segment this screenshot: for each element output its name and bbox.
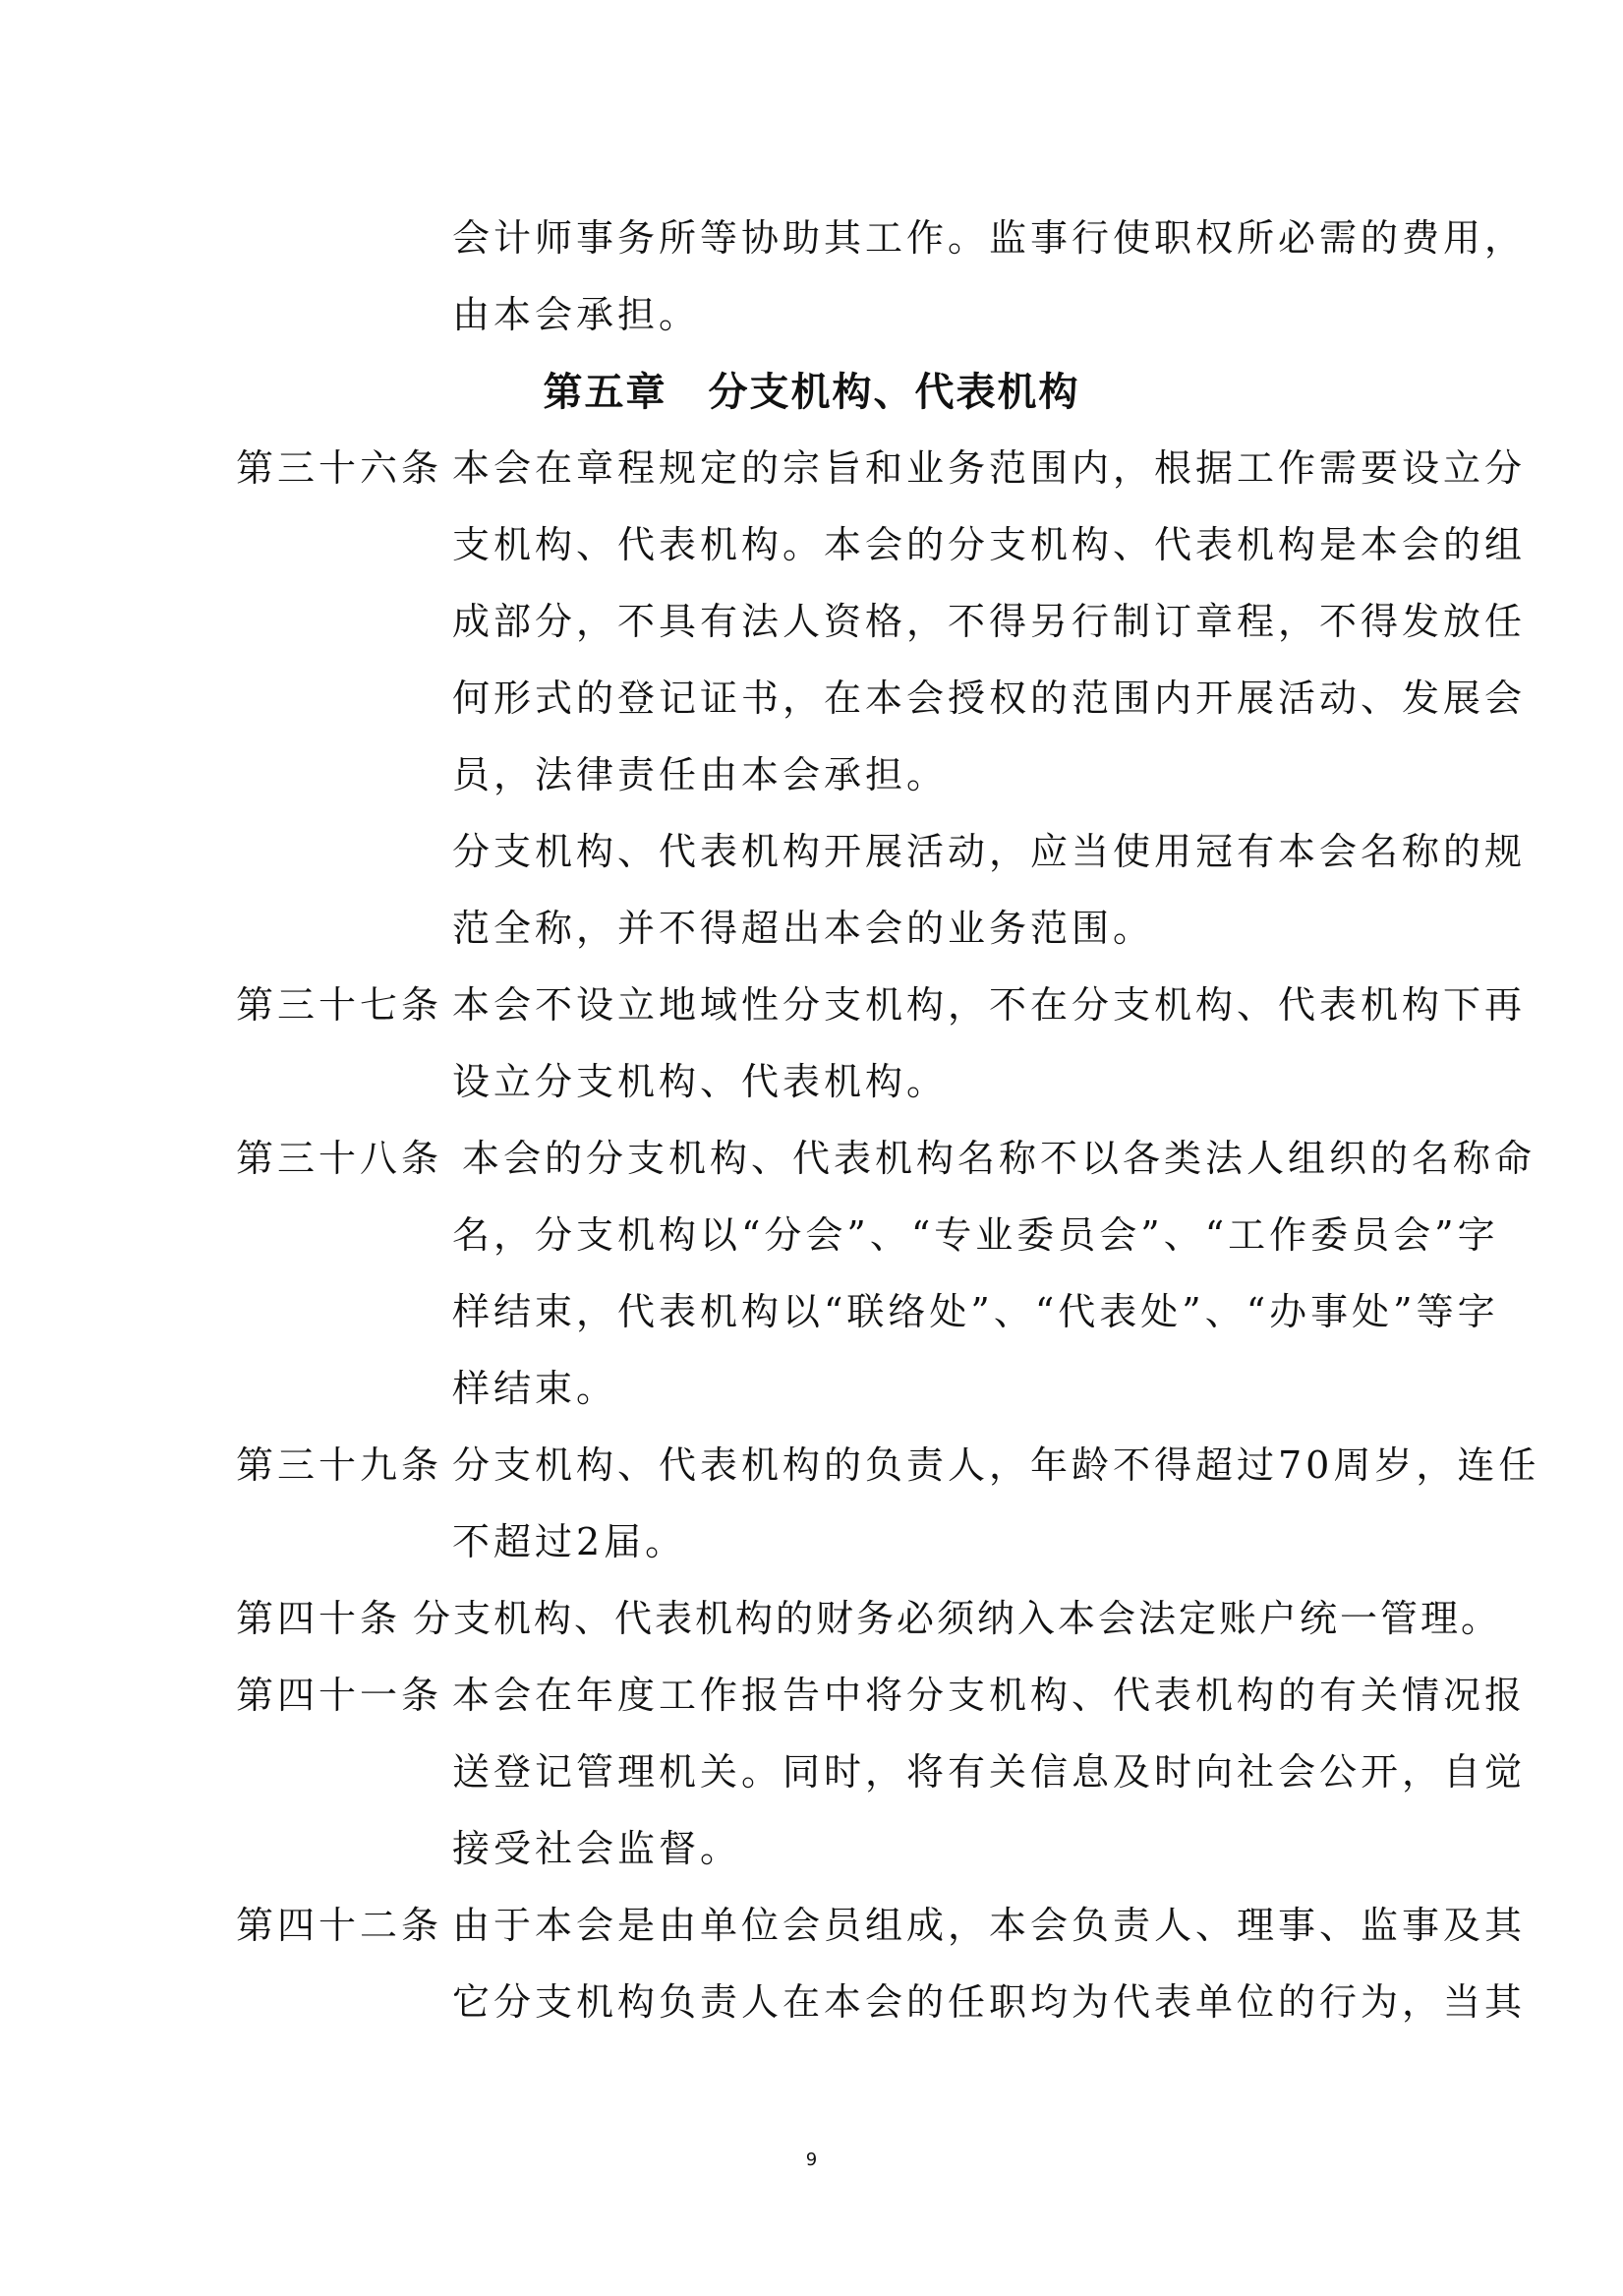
article-line: 成部分，不具有法人资格，不得另行制订章程，不得发放任 (452, 600, 1527, 643)
article-label: 第三十八条 (236, 1137, 443, 1180)
article-label: 第三十六条 (236, 446, 443, 490)
chapter-title: 第五章 分支机构、代表机构 (543, 370, 1080, 415)
article-label: 第三十九条 (236, 1443, 443, 1487)
article-line: 由于本会是由单位会员组成，本会负责人、理事、监事及其 (452, 1904, 1527, 1947)
article-line: 送登记管理机关。同时，将有关信息及时向社会公开，自觉 (452, 1750, 1527, 1794)
article-label: 第四十条 (236, 1597, 402, 1640)
article-line: 本会在年度工作报告中将分支机构、代表机构的有关情况报 (452, 1674, 1527, 1717)
article-line: 本会不设立地域性分支机构，不在分支机构、代表机构下再 (452, 983, 1527, 1027)
article-line: 名，分支机构以“分会”、“专业委员会”、“工作委员会”字 (452, 1213, 1499, 1257)
article-line: 设立分支机构、代表机构。 (452, 1060, 949, 1103)
article-line: 分支机构、代表机构开展活动，应当使用冠有本会名称的规 (452, 830, 1527, 873)
intro-line: 会计师事务所等协助其工作。监事行使职权所必需的费用， (452, 216, 1527, 260)
article-label: 第四十二条 (236, 1904, 443, 1947)
article-line: 员，法律责任由本会承担。 (452, 753, 949, 796)
article-line: 样结束。 (452, 1367, 618, 1410)
page-number: 9 (805, 2149, 818, 2170)
article-line: 分支机构、代表机构的负责人，年龄不得超过70周岁，连任 (452, 1443, 1540, 1487)
article-line: 不超过2届。 (452, 1520, 687, 1563)
article-line: 何形式的登记证书，在本会授权的范围内开展活动、发展会 (452, 677, 1527, 720)
article-line: 分支机构、代表机构的财务必须纳入本会法定账户统一管理。 (413, 1597, 1502, 1640)
article-line: 本会在章程规定的宗旨和业务范围内，根据工作需要设立分 (452, 446, 1527, 490)
article-line: 本会的分支机构、代表机构名称不以各类法人组织的名称命 (462, 1137, 1536, 1180)
intro-line: 由本会承担。 (452, 293, 701, 336)
article-line: 它分支机构负责人在本会的任职均为代表单位的行为，当其 (452, 1980, 1527, 2024)
article-line: 支机构、代表机构。本会的分支机构、代表机构是本会的组 (452, 523, 1527, 566)
article-line: 样结束，代表机构以“联络处”、“代表处”、“办事处”等字 (452, 1290, 1499, 1333)
article-line: 接受社会监督。 (452, 1827, 742, 1870)
article-label: 第四十一条 (236, 1674, 443, 1717)
article-line: 范全称，并不得超出本会的业务范围。 (452, 907, 1155, 950)
article-label: 第三十七条 (236, 983, 443, 1027)
